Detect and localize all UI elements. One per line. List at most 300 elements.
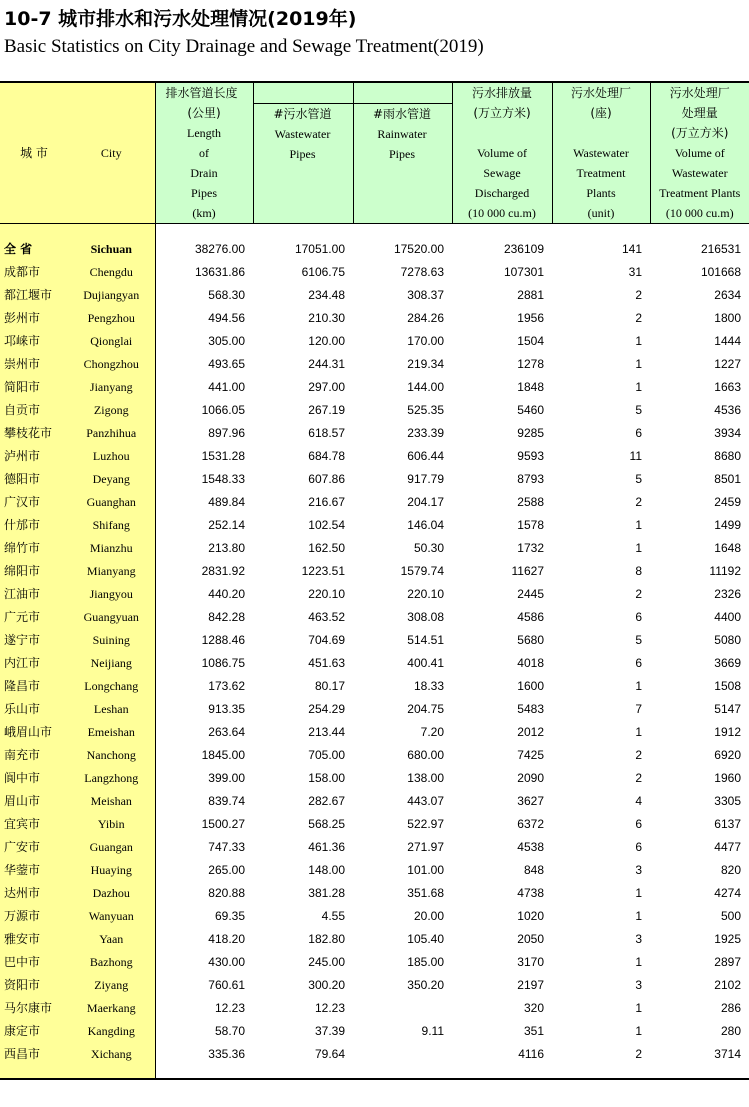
city-en-cell: Sichuan [68, 238, 155, 261]
length-cell: 842.28 [155, 606, 253, 629]
city-cn-cell: 彭州市 [0, 307, 68, 330]
treatment-cell: 1663 [714, 380, 741, 394]
sewage-cell: 7425 [517, 748, 544, 762]
header-sewage-en-4: (10 000 cu.m) [468, 206, 536, 220]
city-en-cell: Jiangyou [68, 583, 155, 606]
sewage-cell: 1278 [517, 357, 544, 371]
length-cell: 494.56 [155, 307, 253, 330]
sewage-cell: 1848 [517, 380, 544, 394]
plants-cell: 3 [635, 932, 642, 946]
rainwater-pipes-cell: 514.51 [407, 633, 444, 647]
wastewater-pipes-cell: 568.25 [308, 817, 345, 831]
header-length-en-2: of [199, 146, 209, 160]
plants-cell: 31 [628, 265, 642, 279]
sewage-cell: 236109 [503, 242, 544, 256]
city-en-cell: Mianyang [68, 560, 155, 583]
sewage-cell: 1600 [517, 679, 544, 693]
rainwater-pipes-cell: 170.00 [407, 334, 444, 348]
city-cn-cell: 成都市 [0, 261, 68, 284]
treatment-cell: 500 [720, 909, 741, 923]
city-en-cell: Kangding [68, 1020, 155, 1043]
sewage-cell: 5483 [517, 702, 544, 716]
rainwater-pipes-cell [353, 1043, 452, 1066]
city-cn-cell: 全 省 [0, 238, 68, 261]
header-plants [552, 82, 650, 224]
length-cell: 263.64 [155, 721, 253, 744]
city-en-cell: Bazhong [68, 951, 155, 974]
city-en-cell: Suining [68, 629, 155, 652]
plants-cell: 2 [635, 288, 642, 302]
sewage-cell: 5460 [517, 403, 544, 417]
wastewater-pipes-cell: 705.00 [308, 748, 345, 762]
rainwater-pipes-cell: 917.79 [407, 472, 444, 486]
table-row [0, 514, 749, 537]
plants-cell: 6 [635, 840, 642, 854]
header-city-en: City [68, 82, 155, 224]
wastewater-pipes-cell: 684.78 [308, 449, 345, 463]
table-row [0, 284, 749, 307]
plants-cell: 2 [635, 495, 642, 509]
sewage-cell: 4538 [517, 840, 544, 854]
city-cn-cell: 马尔康市 [0, 997, 68, 1020]
city-cn-cell: 华蓥市 [0, 859, 68, 882]
table-row [0, 767, 749, 790]
plants-cell: 5 [635, 633, 642, 647]
header-treatment-en-2: Wastewater [671, 166, 728, 180]
header-plants-en-4: (unit) [587, 206, 615, 220]
city-cn-cell: 广元市 [0, 606, 68, 629]
city-en-cell: Pengzhou [68, 307, 155, 330]
table-row [0, 882, 749, 905]
table-row [0, 491, 749, 514]
header-rainwater-en-2: Pipes [388, 147, 415, 161]
treatment-cell: 1508 [714, 679, 741, 693]
header-length-en-1: Length [187, 126, 221, 140]
treatment-cell: 216531 [700, 242, 741, 256]
table-row [0, 997, 749, 1020]
sewage-cell: 1020 [517, 909, 544, 923]
sewage-cell: 4738 [517, 886, 544, 900]
rainwater-pipes-cell: 20.00 [413, 909, 444, 923]
header-length-en-5: (km) [192, 206, 216, 220]
header-rainwater-cn: #雨水管道 [372, 107, 432, 121]
rainwater-pipes-cell: 522.97 [407, 817, 444, 831]
rainwater-pipes-cell: 350.20 [407, 978, 444, 992]
sewage-cell: 5680 [517, 633, 544, 647]
city-en-cell: Mianzhu [68, 537, 155, 560]
table-row [0, 859, 749, 882]
wastewater-pipes-cell: 234.48 [308, 288, 345, 302]
wastewater-pipes-cell: 4.55 [321, 909, 345, 923]
drainage-table [0, 81, 749, 1080]
city-cn-cell: 宜宾市 [0, 813, 68, 836]
rainwater-pipes-cell: 351.68 [407, 886, 444, 900]
wastewater-pipes-cell: 17051.00 [294, 242, 345, 256]
wastewater-pipes-cell: 618.57 [308, 426, 345, 440]
spacer-row [0, 1066, 749, 1079]
header-length-unit: (公里) [187, 106, 221, 120]
table-row [0, 537, 749, 560]
table-row [0, 330, 749, 353]
header-length [155, 82, 253, 224]
treatment-cell: 280 [720, 1024, 741, 1038]
treatment-cell: 1648 [714, 541, 741, 555]
treatment-cell: 5147 [714, 702, 741, 716]
rainwater-pipes-cell: 1579.74 [400, 564, 444, 578]
city-en-cell: Deyang [68, 468, 155, 491]
length-cell: 265.00 [155, 859, 253, 882]
header-plants-en-2: Treatment [576, 166, 626, 180]
plants-cell: 2 [635, 748, 642, 762]
rainwater-pipes-cell: 7278.63 [400, 265, 444, 279]
sewage-cell: 11627 [511, 564, 544, 578]
rainwater-pipes-cell: 284.26 [407, 311, 444, 325]
table-row [0, 353, 749, 376]
wastewater-pipes-cell: 213.44 [308, 725, 345, 739]
table-row [0, 744, 749, 767]
wastewater-pipes-cell: 12.23 [314, 1001, 345, 1015]
length-cell: 1066.05 [155, 399, 253, 422]
length-cell: 69.35 [155, 905, 253, 928]
rainwater-pipes-cell: 138.00 [407, 771, 444, 785]
length-cell: 418.20 [155, 928, 253, 951]
treatment-cell: 4477 [714, 840, 741, 854]
header-sewage [452, 82, 552, 224]
wastewater-pipes-cell: 182.80 [308, 932, 345, 946]
table-row [0, 836, 749, 859]
treatment-cell: 4536 [714, 403, 741, 417]
city-cn-cell: 广汉市 [0, 491, 68, 514]
table-row [0, 445, 749, 468]
city-cn-cell: 乐山市 [0, 698, 68, 721]
plants-cell: 6 [635, 817, 642, 831]
plants-cell: 5 [635, 472, 642, 486]
sewage-cell: 351 [523, 1024, 544, 1038]
treatment-cell: 1499 [714, 518, 741, 532]
plants-cell: 6 [635, 426, 642, 440]
sewage-cell: 4586 [517, 610, 544, 624]
rainwater-pipes-cell: 18.33 [413, 679, 444, 693]
rainwater-pipes-cell: 443.07 [407, 794, 444, 808]
plants-cell: 1 [635, 886, 642, 900]
sewage-cell: 3170 [517, 955, 544, 969]
rainwater-pipes-cell: 101.00 [407, 863, 444, 877]
table-row [0, 1043, 749, 1066]
plants-cell: 1 [635, 1024, 642, 1038]
plants-cell: 1 [635, 909, 642, 923]
table-row [0, 307, 749, 330]
table-row [0, 1020, 749, 1043]
plants-cell: 1 [635, 955, 642, 969]
city-cn-cell: 眉山市 [0, 790, 68, 813]
city-cn-cell: 什邡市 [0, 514, 68, 537]
table-row [0, 813, 749, 836]
treatment-cell: 3934 [714, 426, 741, 440]
plants-cell: 1 [635, 679, 642, 693]
header-wastewater-cn: #污水管道 [273, 107, 332, 121]
length-cell: 760.61 [155, 974, 253, 997]
wastewater-pipes-cell: 37.39 [314, 1024, 345, 1038]
length-cell: 747.33 [155, 836, 253, 859]
table-row-total [0, 238, 749, 261]
treatment-cell: 3714 [714, 1047, 741, 1061]
rainwater-pipes-cell: 146.04 [407, 518, 444, 532]
sewage-cell: 9593 [517, 449, 544, 463]
wastewater-pipes-cell: 210.30 [308, 311, 345, 325]
treatment-cell: 2897 [714, 955, 741, 969]
header-plants-cn: 污水处理厂 [570, 86, 631, 100]
sewage-cell: 4018 [517, 656, 544, 670]
length-cell: 1531.28 [155, 445, 253, 468]
city-en-cell: Dujiangyan [68, 284, 155, 307]
header-wastewater-pipes [253, 82, 353, 224]
sewage-cell: 1578 [517, 518, 544, 532]
rainwater-pipes-cell: 204.75 [407, 702, 444, 716]
length-cell: 820.88 [155, 882, 253, 905]
city-cn-cell: 绵阳市 [0, 560, 68, 583]
treatment-cell: 101668 [700, 265, 741, 279]
spacer-row [0, 224, 749, 239]
treatment-cell: 4400 [714, 610, 741, 624]
length-cell: 1288.46 [155, 629, 253, 652]
length-cell: 399.00 [155, 767, 253, 790]
header-plants-unit: (座) [590, 106, 612, 120]
sewage-cell: 2090 [517, 771, 544, 785]
sewage-cell: 2445 [517, 587, 544, 601]
rainwater-pipes-cell [353, 997, 452, 1020]
city-cn-cell: 都江堰市 [0, 284, 68, 307]
length-cell: 213.80 [155, 537, 253, 560]
city-en-cell: Shifang [68, 514, 155, 537]
treatment-cell: 3669 [714, 656, 741, 670]
sewage-cell: 1732 [517, 541, 544, 555]
city-en-cell: Guanghan [68, 491, 155, 514]
city-en-cell: Guangyuan [68, 606, 155, 629]
length-cell: 430.00 [155, 951, 253, 974]
plants-cell: 2 [635, 311, 642, 325]
rainwater-pipes-cell: 185.00 [407, 955, 444, 969]
city-cn-cell: 简阳市 [0, 376, 68, 399]
rainwater-pipes-cell: 308.37 [407, 288, 444, 302]
plants-cell: 1 [635, 541, 642, 555]
rainwater-pipes-cell: 271.97 [407, 840, 444, 854]
plants-cell: 8 [635, 564, 642, 578]
table-body [0, 224, 749, 1080]
rainwater-pipes-cell: 144.00 [407, 380, 444, 394]
city-en-cell: Meishan [68, 790, 155, 813]
city-en-cell: Jianyang [68, 376, 155, 399]
plants-cell: 2 [635, 587, 642, 601]
treatment-cell: 5080 [714, 633, 741, 647]
length-cell: 1086.75 [155, 652, 253, 675]
treatment-cell: 2459 [714, 495, 741, 509]
header-length-cn: 排水管道长度 [165, 86, 238, 100]
rainwater-pipes-cell: 50.30 [413, 541, 444, 555]
table-row [0, 928, 749, 951]
plants-cell: 2 [635, 771, 642, 785]
rainwater-pipes-cell: 204.17 [407, 495, 444, 509]
sewage-cell: 848 [523, 863, 544, 877]
city-en-cell: Langzhong [68, 767, 155, 790]
header-city-cn: 城 市 [0, 82, 68, 224]
rainwater-pipes-cell: 525.35 [407, 403, 444, 417]
header-sewage-en-3: Discharged [474, 186, 530, 200]
rainwater-pipes-cell: 17520.00 [393, 242, 444, 256]
length-cell: 1500.27 [155, 813, 253, 836]
header-treatment-en-1: Volume of [674, 146, 725, 160]
length-cell: 441.00 [155, 376, 253, 399]
plants-cell: 5 [635, 403, 642, 417]
treatment-cell: 1227 [714, 357, 741, 371]
table-header [0, 82, 749, 224]
table-row [0, 675, 749, 698]
wastewater-pipes-cell: 463.52 [308, 610, 345, 624]
wastewater-pipes-cell: 282.67 [308, 794, 345, 808]
wastewater-pipes-cell: 245.00 [308, 955, 345, 969]
city-cn-cell: 德阳市 [0, 468, 68, 491]
city-cn-cell: 崇州市 [0, 353, 68, 376]
city-cn-cell: 巴中市 [0, 951, 68, 974]
header-length-en-4: Pipes [190, 186, 217, 200]
table-row [0, 974, 749, 997]
wastewater-pipes-cell: 300.20 [308, 978, 345, 992]
wastewater-pipes-cell: 120.00 [308, 334, 345, 348]
city-cn-cell: 泸州市 [0, 445, 68, 468]
length-cell: 568.30 [155, 284, 253, 307]
sewage-cell: 2881 [517, 288, 544, 302]
table-row [0, 261, 749, 284]
header-plants-en-3: Plants [586, 186, 616, 200]
plants-cell: 11 [629, 449, 642, 463]
city-cn-cell: 西昌市 [0, 1043, 68, 1066]
header-sewage-en-1: Volume of [476, 146, 528, 160]
city-cn-cell: 自贡市 [0, 399, 68, 422]
city-en-cell: Yaan [68, 928, 155, 951]
sewage-cell: 2012 [517, 725, 544, 739]
city-en-cell: Maerkang [68, 997, 155, 1020]
wastewater-pipes-cell: 451.63 [308, 656, 345, 670]
city-en-cell: Ziyang [68, 974, 155, 997]
wastewater-pipes-cell: 461.36 [308, 840, 345, 854]
header-treatment-en-4: (10 000 cu.m) [665, 206, 734, 220]
table-row [0, 790, 749, 813]
treatment-cell: 2326 [714, 587, 741, 601]
plants-cell: 1 [635, 357, 642, 371]
city-cn-cell: 内江市 [0, 652, 68, 675]
header-wastewater-en-1: Wastewater [274, 127, 331, 141]
header-length-en-3: Drain [190, 166, 218, 180]
table-row [0, 905, 749, 928]
table-row [0, 376, 749, 399]
treatment-cell: 1960 [714, 771, 741, 785]
city-cn-cell: 绵竹市 [0, 537, 68, 560]
header-rainwater-pipes [353, 82, 452, 224]
city-en-cell: Zigong [68, 399, 155, 422]
sewage-cell: 8793 [517, 472, 544, 486]
city-en-cell: Neijiang [68, 652, 155, 675]
city-en-cell: Dazhou [68, 882, 155, 905]
city-en-cell: Yibin [68, 813, 155, 836]
wastewater-pipes-cell: 148.00 [308, 863, 345, 877]
wastewater-pipes-cell: 102.54 [308, 518, 345, 532]
header-treatment-cn-3: (万立方米) [671, 126, 729, 140]
treatment-cell: 3305 [714, 794, 741, 808]
treatment-cell: 6920 [714, 748, 741, 762]
plants-cell: 7 [635, 702, 642, 716]
treatment-cell: 286 [720, 1001, 741, 1015]
city-en-cell: Huaying [68, 859, 155, 882]
length-cell: 38276.00 [155, 238, 253, 261]
treatment-cell: 2102 [714, 978, 741, 992]
length-cell: 913.35 [155, 698, 253, 721]
length-cell: 897.96 [155, 422, 253, 445]
table-row [0, 951, 749, 974]
rainwater-pipes-cell: 105.40 [407, 932, 444, 946]
city-cn-cell: 资阳市 [0, 974, 68, 997]
sewage-cell: 9285 [517, 426, 544, 440]
city-cn-cell: 雅安市 [0, 928, 68, 951]
plants-cell: 6 [635, 656, 642, 670]
sewage-cell: 320 [523, 1001, 544, 1015]
length-cell: 335.36 [155, 1043, 253, 1066]
table-row [0, 399, 749, 422]
wastewater-pipes-cell: 6106.75 [301, 265, 345, 279]
treatment-cell: 8501 [714, 472, 741, 486]
page-title-cn: 10-7 城市排水和污水处理情况(2019年) [4, 8, 357, 30]
header-treatment-cn-1: 污水处理厂 [669, 86, 730, 100]
city-cn-cell: 隆昌市 [0, 675, 68, 698]
table-row [0, 560, 749, 583]
city-cn-cell: 邛崃市 [0, 330, 68, 353]
sewage-cell: 4116 [518, 1047, 544, 1061]
rainwater-pipes-cell: 308.08 [407, 610, 444, 624]
treatment-cell: 2634 [714, 288, 741, 302]
sewage-cell: 107301 [503, 265, 544, 279]
plants-cell: 1 [635, 380, 642, 394]
table-row [0, 606, 749, 629]
rainwater-pipes-cell: 220.10 [407, 587, 444, 601]
rainwater-pipes-cell: 400.41 [407, 656, 444, 670]
header-treatment-en-3: Treatment Plants [659, 186, 741, 200]
sewage-cell: 1956 [517, 311, 544, 325]
wastewater-pipes-cell: 1223.51 [301, 564, 345, 578]
city-en-cell: Chengdu [68, 261, 155, 284]
rainwater-pipes-cell: 219.34 [407, 357, 444, 371]
plants-cell: 3 [635, 863, 642, 877]
plants-cell: 1 [635, 518, 642, 532]
header-plants-en-1: Wastewater [573, 146, 629, 160]
sewage-cell: 2050 [517, 932, 544, 946]
wastewater-pipes-cell: 220.10 [308, 587, 345, 601]
length-cell: 58.70 [155, 1020, 253, 1043]
wastewater-pipes-cell: 162.50 [308, 541, 345, 555]
wastewater-pipes-cell: 607.86 [308, 472, 345, 486]
sewage-cell: 2588 [517, 495, 544, 509]
treatment-cell: 6137 [714, 817, 741, 831]
table-row [0, 698, 749, 721]
sewage-cell: 6372 [517, 817, 544, 831]
plants-cell: 2 [635, 1047, 642, 1061]
rainwater-pipes-cell: 606.44 [407, 449, 444, 463]
city-cn-cell: 阆中市 [0, 767, 68, 790]
city-en-cell: Guangan [68, 836, 155, 859]
treatment-cell: 4274 [714, 886, 741, 900]
wastewater-pipes-cell: 79.64 [314, 1047, 345, 1061]
city-cn-cell: 攀枝花市 [0, 422, 68, 445]
city-cn-cell: 广安市 [0, 836, 68, 859]
header-sewage-unit: (万立方米) [473, 106, 531, 120]
city-en-cell: Wanyuan [68, 905, 155, 928]
